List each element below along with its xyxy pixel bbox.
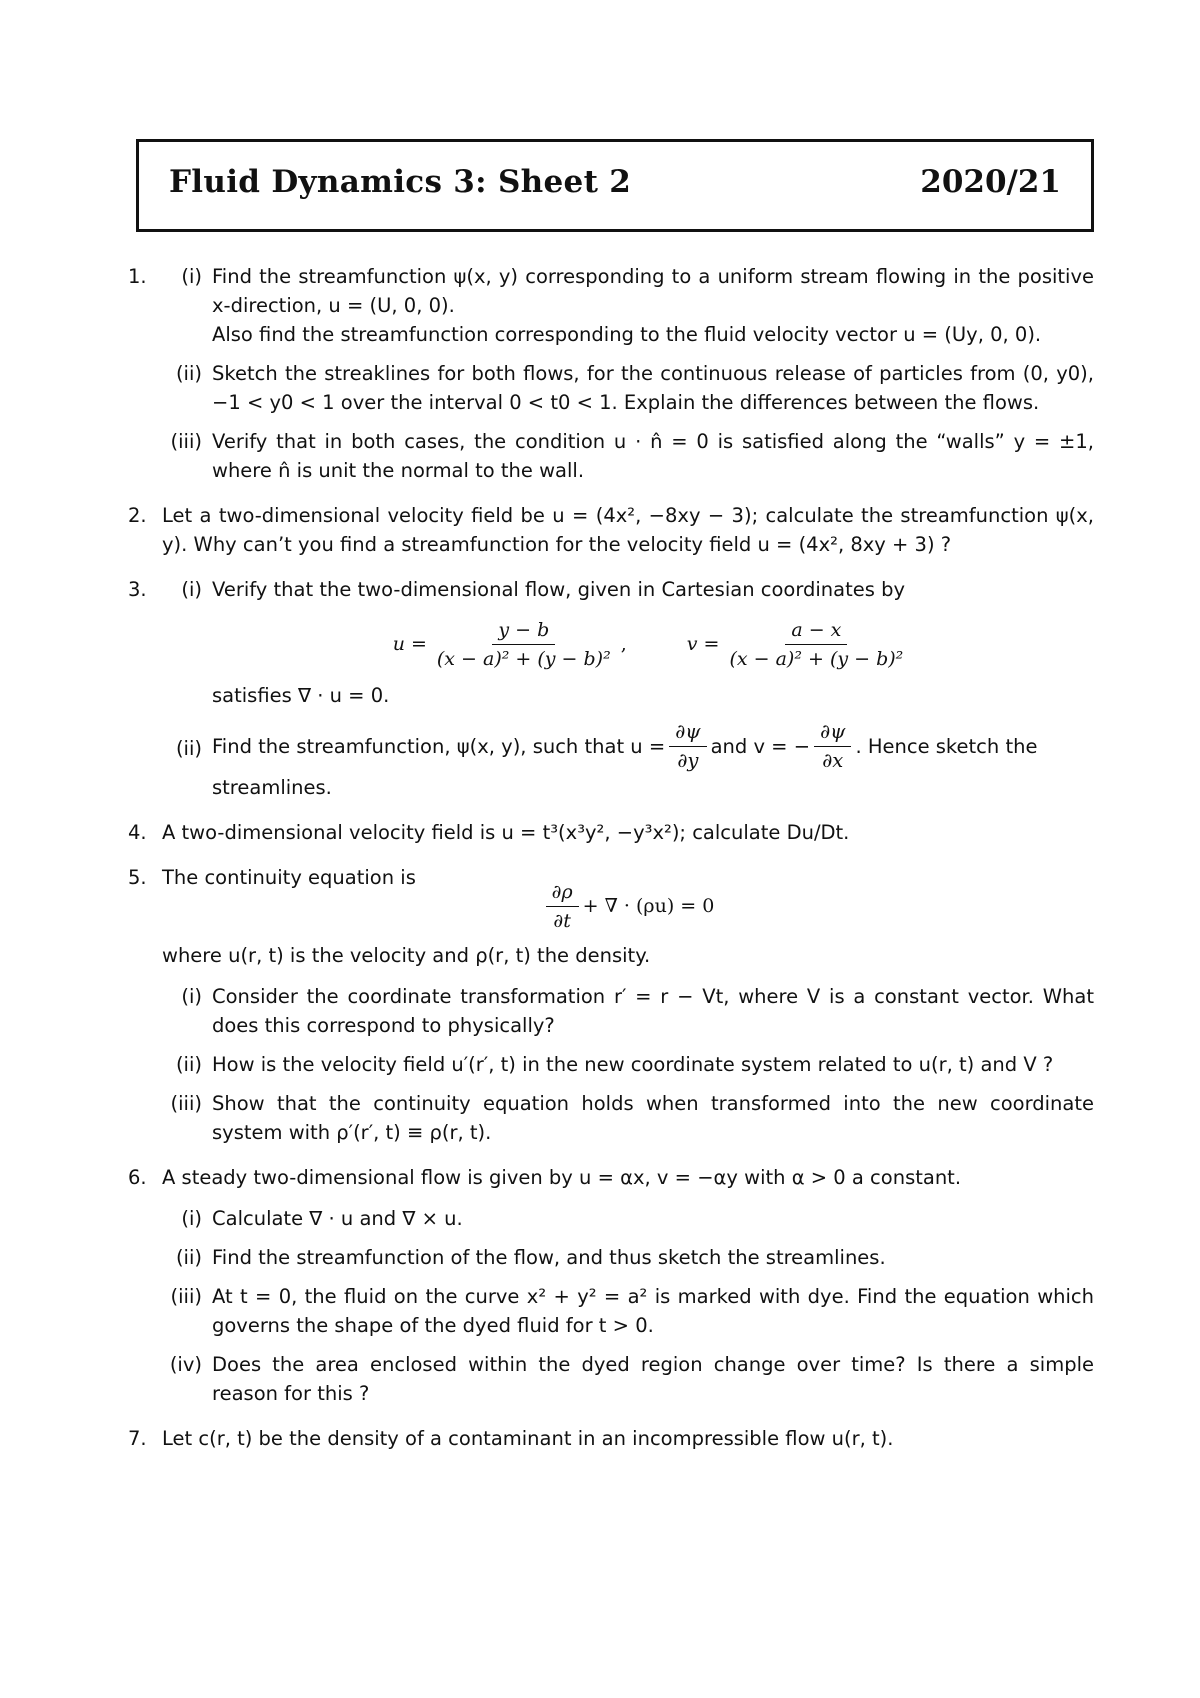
part-label: (i) bbox=[181, 578, 202, 601]
dy-denominator: ∂y bbox=[677, 749, 699, 772]
part-label: (ii) bbox=[175, 1246, 202, 1269]
dpsi-dx-fraction bbox=[814, 720, 851, 773]
part-label: (ii) bbox=[175, 737, 202, 760]
problem-text: Let a two-dimensional velocity field be u = (4x², −8xy − 3); calculate the streamfunction ψ(x, y). Why can’t you find a streamfunction for the velocity field u = (4x², 8xy + 3) ? bbox=[162, 504, 1094, 556]
problem-7 bbox=[124, 1424, 1094, 1453]
dpsi-numerator: ∂ψ bbox=[814, 720, 851, 747]
ii-suffix: . Hence sketch the bbox=[855, 735, 1038, 758]
problem-3-part-i bbox=[162, 575, 1094, 710]
continuity-equation-body bbox=[542, 880, 715, 933]
dt-denominator: ∂t bbox=[553, 910, 571, 932]
ii-prefix: Find the streamfunction, ψ(x, y), such that u = bbox=[212, 735, 666, 758]
part-text: Verify that in both cases, the condition u · n̂ = 0 is satisfied along the “walls” y = ±1, where n̂ is unit the normal to the wall. bbox=[212, 430, 1094, 482]
problem-5-part-i bbox=[162, 982, 1094, 1040]
v-numerator: a − x bbox=[785, 618, 847, 645]
problem-4 bbox=[124, 818, 1094, 847]
part-text: Does the area enclosed within the dyed region change over time? Is there a simple reason for this ? bbox=[212, 1353, 1094, 1405]
comma: , bbox=[620, 633, 627, 655]
v-equation bbox=[687, 618, 914, 671]
problem-5-part-iii bbox=[162, 1089, 1094, 1147]
problem-1-part-ii bbox=[162, 359, 1094, 417]
problem-text: A two-dimensional velocity field is u = t³(x³y², −y³x²); calculate Du/Dt. bbox=[162, 821, 850, 844]
part-text: Show that the continuity equation holds when transformed into the new coordinate system with ρ′(r′, t) ≡ ρ(r, t). bbox=[212, 1092, 1094, 1144]
velocity-equations bbox=[212, 618, 1094, 671]
sheet-header bbox=[136, 139, 1094, 232]
part-label: (ii) bbox=[175, 362, 202, 385]
part-text-continued: Also find the streamfunction corresponding to the fluid velocity vector u = (Uy, 0, 0). bbox=[212, 323, 1042, 346]
dx-denominator: ∂x bbox=[822, 749, 844, 772]
problem-number: 4. bbox=[128, 821, 147, 844]
u-lhs: u = bbox=[392, 633, 427, 655]
u-numerator: y − b bbox=[492, 618, 555, 645]
u-equation bbox=[393, 618, 627, 671]
problem-1-part-i bbox=[162, 262, 1094, 349]
problem-5 bbox=[124, 863, 1094, 1147]
dpsi-numerator: ∂ψ bbox=[669, 720, 706, 747]
problem-1-part-iii bbox=[162, 427, 1094, 485]
problem-number: 1. bbox=[128, 265, 147, 288]
part-label: (iii) bbox=[170, 430, 202, 453]
drho-numerator: ∂ρ bbox=[546, 880, 579, 907]
part-text: Calculate ∇ · u and ∇ × u. bbox=[212, 1207, 463, 1230]
drho-dt-fraction bbox=[546, 880, 579, 933]
problem-1 bbox=[124, 262, 1094, 485]
problem-number: 2. bbox=[128, 504, 147, 527]
problem-6 bbox=[124, 1163, 1094, 1408]
sheet-year: 2020/21 bbox=[920, 164, 1061, 200]
part-label: (i) bbox=[181, 985, 202, 1008]
problem-3-part-ii bbox=[162, 720, 1094, 802]
part-text bbox=[212, 720, 1094, 773]
v-lhs: v = bbox=[686, 633, 720, 655]
part-label: (iii) bbox=[170, 1285, 202, 1308]
u-denominator: (x − a)² + (y − b)² bbox=[436, 648, 611, 670]
problem-text: Let c(r, t) be the density of a contaminant in an incompressible flow u(r, t). bbox=[162, 1427, 894, 1450]
part-text: Sketch the streaklines for both flows, for the continuous release of particles from (0, y0), −1 < y0 < 1 over the interval 0 < t0 < 1. Explain the differences between the flows. bbox=[212, 362, 1094, 414]
part-label: (i) bbox=[181, 1207, 202, 1230]
part-label: (iv) bbox=[169, 1353, 202, 1376]
equation-rest: + ∇ · (ρu) = 0 bbox=[582, 895, 715, 917]
where-text: where u(r, t) is the velocity and ρ(r, t) the density. bbox=[162, 944, 651, 967]
part-label: (ii) bbox=[175, 1053, 202, 1076]
problem-6-part-iii bbox=[162, 1282, 1094, 1340]
problem-number: 6. bbox=[128, 1166, 147, 1189]
problem-6-part-ii bbox=[162, 1243, 1094, 1272]
problem-2 bbox=[124, 501, 1094, 559]
sheet-title: Fluid Dynamics 3: Sheet 2 bbox=[169, 164, 632, 200]
part-label: (iii) bbox=[170, 1092, 202, 1115]
satisfies-text: satisfies ∇ · u = 0. bbox=[212, 684, 390, 707]
v-denominator: (x − a)² + (y − b)² bbox=[729, 648, 904, 670]
part-text: Verify that the two-dimensional flow, given in Cartesian coordinates by bbox=[212, 578, 906, 601]
u-fraction bbox=[431, 618, 617, 671]
problem-number: 7. bbox=[128, 1427, 147, 1450]
part-text: Consider the coordinate transformation r′ = r − Vt, where V is a constant vector. What does this correspond to physically? bbox=[212, 985, 1094, 1037]
ii-middle: and v = − bbox=[710, 735, 811, 758]
problem-6-part-i bbox=[162, 1204, 1094, 1233]
part-text-continued: streamlines. bbox=[212, 776, 332, 799]
problem-intro: The continuity equation is bbox=[162, 866, 416, 889]
problem-number: 3. bbox=[128, 578, 147, 601]
v-fraction bbox=[723, 618, 909, 671]
problem-text: A steady two-dimensional flow is given by u = αx, v = −αy with α > 0 a constant. bbox=[162, 1166, 962, 1189]
part-text: At t = 0, the fluid on the curve x² + y² = a² is marked with dye. Find the equation which governs the shape of the dyed fluid for t > 0. bbox=[212, 1285, 1094, 1337]
part-label: (i) bbox=[181, 265, 202, 288]
part-text: Find the streamfunction of the flow, and thus sketch the streamlines. bbox=[212, 1246, 886, 1269]
problem-3 bbox=[124, 575, 1094, 802]
problem-6-part-iv bbox=[162, 1350, 1094, 1408]
dpsi-dy-fraction bbox=[669, 720, 706, 773]
part-text: How is the velocity field u′(r′, t) in the new coordinate system related to u(r, t) and V ? bbox=[212, 1053, 1054, 1076]
problem-number: 5. bbox=[128, 866, 147, 889]
part-text: Find the streamfunction ψ(x, y) corresponding to a uniform stream flowing in the positive x-direction, u = (U, 0, 0). bbox=[212, 265, 1094, 317]
problem-list bbox=[124, 262, 1094, 1469]
problem-5-part-ii bbox=[162, 1050, 1094, 1079]
